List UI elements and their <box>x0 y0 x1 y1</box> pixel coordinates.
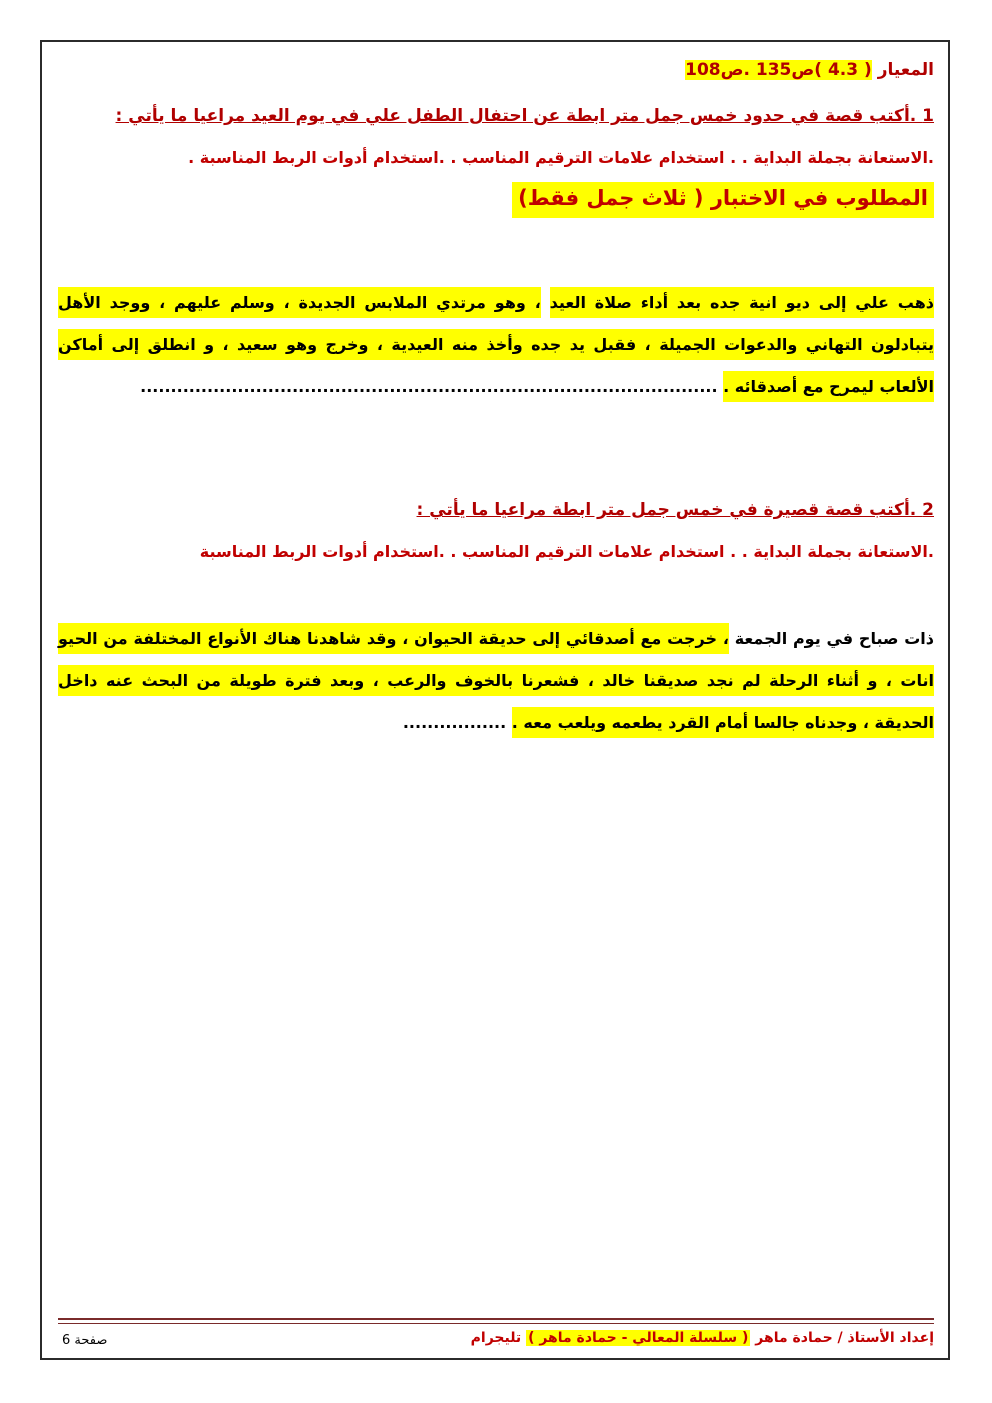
page-number: صفحة 6 <box>62 1333 108 1348</box>
footer-rule-top <box>58 1318 934 1320</box>
answer-2-dots: ................. <box>402 713 507 732</box>
answer-1-part2: ، وهو مرتدي الملابس الجديدة ، وسلم عليهم ، ووجد الأهل يتبادلون التهاني والدعوات الجميلة ، فقبل يد جده وأخذ منه العيدية ، وخرج وهو سعيد ، و انطلق إلى أماكن الألعاب ليمرح مع أصدقائه . <box>58 287 934 402</box>
criterion-header <box>685 60 934 80</box>
question-1-requirements: .الاستعانة بجملة البداية . . استخدام علامات الترقيم المناسب . .استخدام أدوات الربط المناسبة . <box>188 148 934 167</box>
question-2-requirements: .الاستعانة بجملة البداية . . استخدام علامات الترقيم المناسب . .استخدام أدوات الربط المناسبة <box>199 542 934 561</box>
question-1: 1 .أكتب قصة في حدود خمس جمل متر ابطة عن احتفال الطفل علي في يوم العيد مراعيا ما يأتي : <box>115 106 934 126</box>
criterion-reference: ( 4.3 )ص135 .ص108 <box>685 60 872 80</box>
answer-2-part1: ذات صباح في يوم الجمعة <box>734 629 935 648</box>
footer-series: ( سلسلة المعالي - حمادة ماهر ) <box>528 1330 749 1346</box>
footer-author-name: إعداد الأستاذ / حمادة ماهر <box>755 1330 934 1346</box>
answer-2 <box>58 618 934 744</box>
answer-1-part1: ذهب علي إلى ديو انية جده بعد أداء صلاة العيد <box>550 287 934 318</box>
criterion-label: المعيار <box>877 60 934 80</box>
answer-1-dots: ............................................................................................... <box>140 377 718 396</box>
footer-rule-bottom <box>58 1323 934 1324</box>
answer-2-part2: ، خرجت مع أصدقائي إلى حديقة الحيوان ، وقد شاهدنا هناك الأنواع المختلفة من الحيو انات ، و أثناء الرحلة لم نجد صديقنا خالد ، فشعرنا بالخوف والرعب ، وبعد فترة طويلة من البحث عنه داخل الحديقة ، وجدناه جالسا أمام القرد يطعمه ويلعب معه . <box>58 623 934 738</box>
footer-channel: تليجرام <box>470 1330 522 1346</box>
required-note: المطلوب في الاختبار ( ثلاث جمل فقط) <box>512 182 934 218</box>
footer-author <box>471 1330 934 1346</box>
question-2: 2 .أكتب قصة قصيرة في خمس جمل متر ابطة مراعيا ما يأتي : <box>416 500 934 520</box>
answer-1 <box>58 282 934 408</box>
